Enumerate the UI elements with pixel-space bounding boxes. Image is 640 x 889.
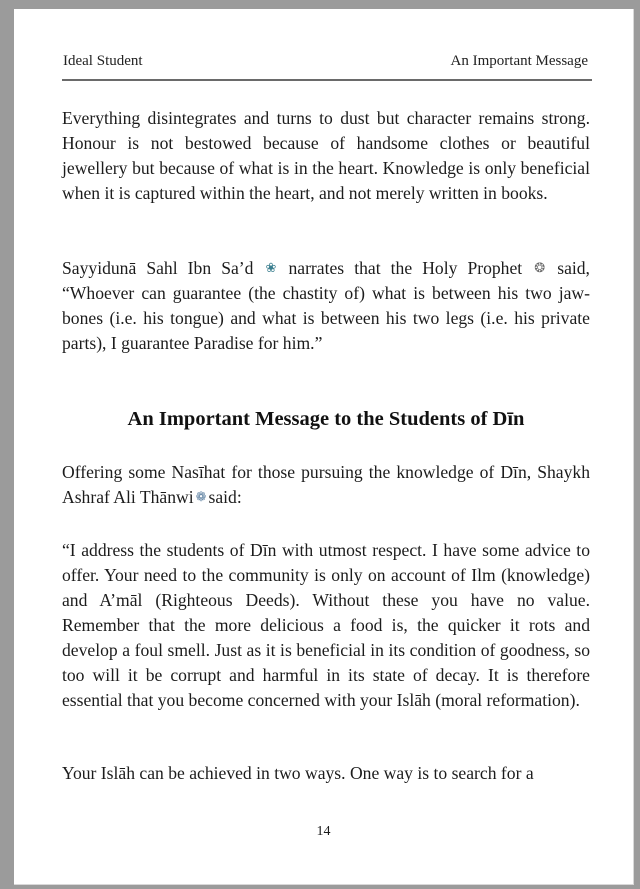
- radiallahu-anhu-icon: ❀: [265, 260, 277, 275]
- hadith-text-part1: Sayyidunā Sahl Ibn Sa’d: [62, 258, 254, 278]
- paragraph-character: Everything disintegrates and turns to dust but character remains strong. Honour is not bestowed because of handsome clothes or beautiful jewellery but because of what is in the heart. Knowledge is only beneficial when it is captured within the heart, and not merely written in books.: [62, 108, 590, 203]
- intro-text-part1: Offering some Nasīhat for those pursuing the knowledge of Dīn, Shaykh Ashraf Ali Thānwi: [62, 462, 590, 507]
- header-book-title: Ideal Student: [63, 53, 143, 69]
- hadith-text-part2: narrates that the Holy Prophet: [288, 258, 523, 278]
- sallallahu-alayhi-wasallam-icon: ❂: [534, 260, 546, 275]
- running-header: [62, 51, 592, 81]
- header-chapter-title: An Important Message: [450, 53, 588, 69]
- document-page: [14, 9, 634, 885]
- intro-text-part2: said:: [208, 487, 242, 507]
- paragraph-islah: Your Islāh can be achieved in two ways. One way is to search for a: [62, 763, 534, 783]
- page-number: 14: [316, 824, 331, 839]
- rahmatullah-alayh-icon: ❁: [195, 489, 207, 504]
- paragraph-hadith: [62, 256, 590, 356]
- paragraph-intro-nasihat: [62, 460, 590, 510]
- paragraph-address-students: “I address the students of Dīn with utmost respect. I have some advice to offer. Your need to the community is only on account of Ilm (knowledge) and A’māl (Righteous Deeds). Without these you have no value. Remember that the more delicious a food is, the quicker it rots and develop a foul smell. Just as it is beneficial in its condition of goodness, so too will it be corrupt and harmful in its state of decay. It is therefore essential that you become concerned with your Islāh (moral reformation).: [62, 540, 590, 710]
- section-heading: An Important Message to the Students of Dīn: [127, 408, 525, 430]
- hadith-text-part3: said, “Whoever can guarantee (the chastity of) what is between his two jaw-bones (i.e. his tongue) and what is between his two legs (i.e. his private parts), I guarantee Paradise for him.”: [62, 258, 590, 353]
